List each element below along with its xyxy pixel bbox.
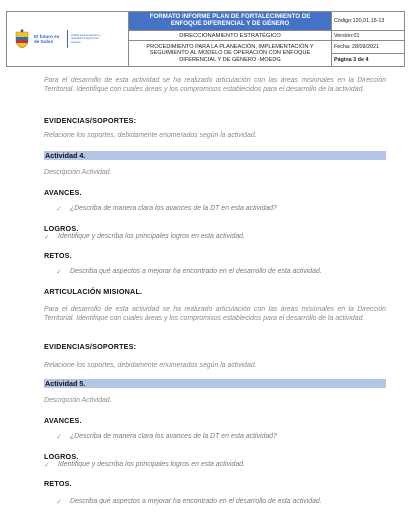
activity-5-logros-text: Identifique y describa los principales logros en esta actividad.: [58, 461, 245, 468]
activity-5-logros-item: [44, 461, 386, 469]
document-date: Fecha: 28/09/2021: [332, 41, 404, 54]
activity-4-retos-title: RETOS.: [44, 251, 72, 260]
activity-4-avances-item: [44, 205, 386, 213]
activity-4-logros-title: LOGROS.: [44, 224, 79, 233]
check-icon: ✓: [56, 499, 62, 506]
document-code: Código:120,01,15-13: [332, 12, 404, 31]
intro-paragraph: Para el desarrollo de esta actividad se ha realizado articulación con las áreas misionales en la Dirección Territorial. Identifique con cuales áreas y los compromisos establecidos para el desarrollo de la actividad.: [44, 77, 386, 93]
document-procedure: PROCEDIMIENTO PARA LA PLANEACIÓN, IMPLEMENTACIÓN Y SEGUIMIENTO AL MODELO DE OPERACIÓN CON ENFOQUE DIFERENCIAL Y DE GÉNERO -MOEDG: [146, 43, 314, 63]
activity-4-evidencias-text: Relacione los soportes, debidamente enumerados según la actividad.: [44, 362, 257, 369]
activity-4-logros-text: Identifique y describa los principales logros en esta actividad.: [58, 233, 245, 240]
document-header: [6, 11, 405, 67]
activity-5-retos-title: RETOS.: [44, 479, 72, 488]
evidencias-text-1: Relacione los soportes, debidamente enumerados según la actividad.: [44, 132, 257, 139]
coat-of-arms-icon: [13, 29, 31, 49]
activity-5-avances-item: [44, 433, 386, 441]
activity-4-description: Descripción Actividad.: [44, 169, 112, 176]
logo-slogan: El futuro es de todos: [34, 33, 60, 44]
document-version: Versión:01: [332, 31, 404, 41]
activity-4-avances-title: AVANCES.: [44, 188, 82, 197]
header-title-cell: [129, 12, 332, 66]
activity-5-header: Actividad 5.: [44, 379, 386, 388]
logo-entity: Unidad para la atención y reparación integral a las víctimas: [71, 34, 101, 44]
check-icon: ✓: [56, 206, 62, 213]
activity-4-articulacion-text: Para el desarrollo de esta actividad se ha realizado articulación con las áreas misionales en la Dirección Territorial. Identifique con cuales áreas y los compromisos establecidos para el desarrollo de la actividad.: [44, 306, 386, 322]
activity-4-evidencias-title: EVIDENCIAS/SOPORTES:: [44, 342, 137, 351]
evidencias-title-1: EVIDENCIAS/SOPORTES:: [44, 116, 137, 125]
document-area: DIRECCIONAMIENTO ESTRATÉGICO: [129, 31, 331, 41]
activity-4-articulacion-title: ARTICULACIÓN MISIONAL.: [44, 287, 143, 296]
activity-4-avances-text: ¿Describa de manera clara los avances de la DT en esta actividad?: [70, 205, 277, 212]
activity-5-avances-title: AVANCES.: [44, 416, 82, 425]
activity-4-retos-text: Describa qué aspectos a mejorar ha encontrado en el desarrollo de esta actividad.: [70, 268, 322, 275]
activity-4-header: Actividad 4.: [44, 151, 386, 160]
activity-5-avances-text: ¿Describa de manera clara los avances de la DT en esta actividad?: [70, 433, 277, 440]
logo-divider: [67, 30, 68, 48]
activity-5-retos-item: [44, 498, 386, 506]
check-icon: ✓: [44, 462, 50, 469]
activity-4-logros-item: [44, 233, 386, 241]
activity-5-description: Descripción Actividad.: [44, 397, 112, 404]
activity-5-logros-title: LOGROS.: [44, 452, 79, 461]
activity-5-retos-text: Describa qué aspectos a mejorar ha encontrado en el desarrollo de esta actividad.: [70, 498, 322, 505]
activity-4-retos-item: [44, 268, 386, 276]
check-icon: ✓: [56, 269, 62, 276]
check-icon: ✓: [44, 234, 50, 241]
page-number: Página 3 de 4: [334, 57, 369, 63]
check-icon: ✓: [56, 434, 62, 441]
document-title: FORMATO INFORME PLAN DE FORTALECIMIENTO DE ENFOQUE DIFERENCIAL Y DE GÉNERO: [129, 12, 331, 31]
logo-cell: [7, 12, 129, 66]
header-meta-cell: [332, 12, 404, 66]
